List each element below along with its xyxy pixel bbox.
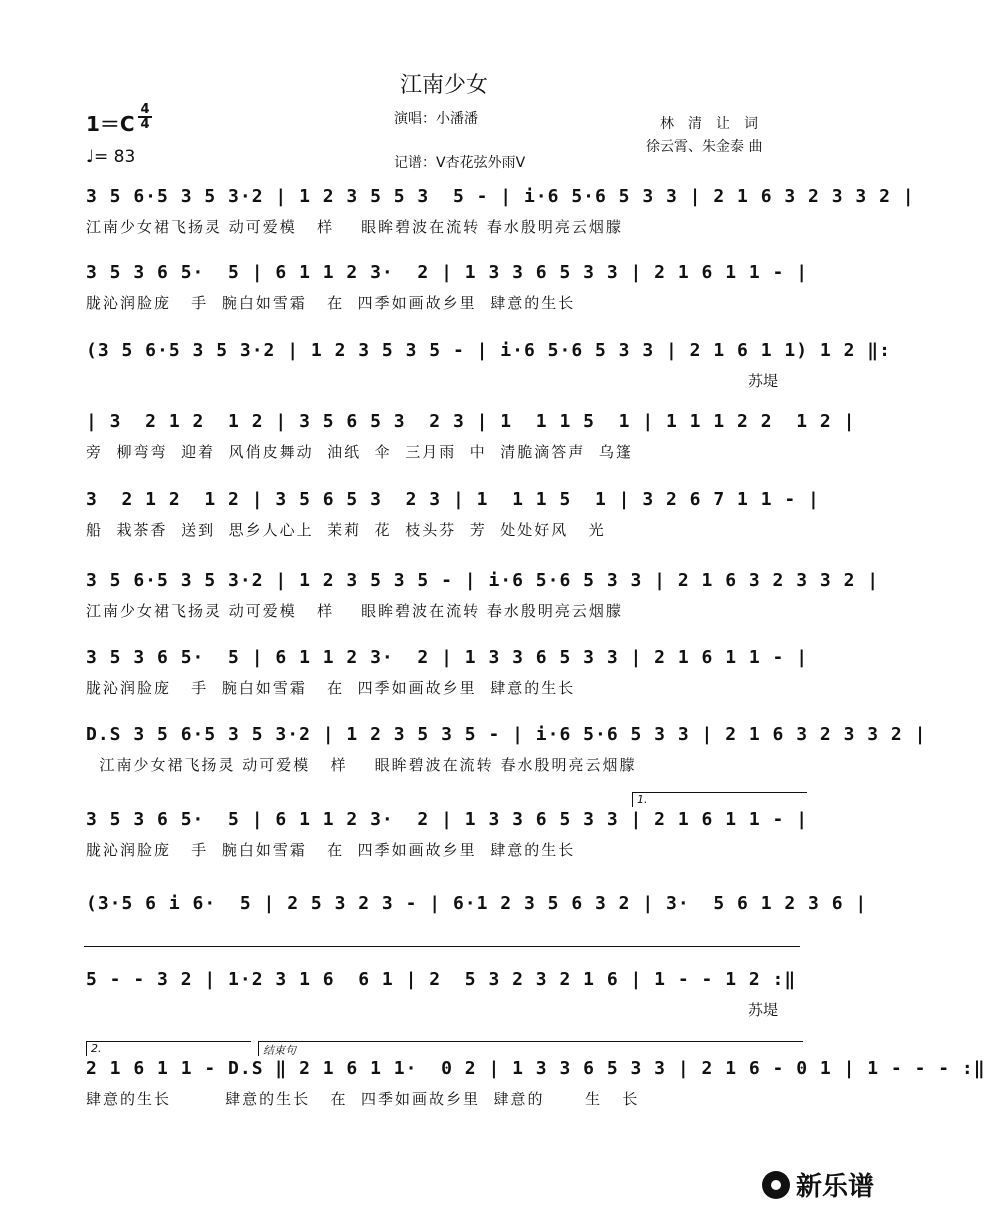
notation-line: 3 5 6·5 3 5 3·2 | 1 2 3 5 5 3 5 - | i·6 5·6 5 3 3 | 2 1 6 3 2 3 3 2 | xyxy=(86,186,915,207)
section-divider xyxy=(84,946,800,947)
ending-phrase-label: 结束句 xyxy=(258,1041,803,1056)
lyric-line: 胧沁润脸庞 手 腕白如雪霜 在 四季如画故乡里 肆意的生长 xyxy=(86,679,576,697)
notation-line: | 3 2 1 2 1 2 | 3 5 6 5 3 2 3 | 1 1 1 5 1 | 1 1 1 2 2 1 2 | xyxy=(86,411,856,432)
notation-line: (3·5 6 i 6· 5 | 2 5 3 2 3 - | 6·1 2 3 5 6 3 2 | 3· 5 6 1 2 3 6 | xyxy=(86,893,868,914)
lyric-line: 胧沁润脸庞 手 腕白如雪霜 在 四季如画故乡里 肆意的生长 xyxy=(86,294,576,312)
site-logo xyxy=(762,1166,874,1203)
lyric-line: 江南少女裙飞扬灵 动可爱模 样 眼眸碧波在流转 春水殷明亮云烟朦 xyxy=(86,602,623,620)
notation-line: 5 - - 3 2 | 1·2 3 1 6 6 1 | 2 5 3 2 3 2 1 6 | 1 - - 1 2 :‖ xyxy=(86,969,797,990)
page-title: 江南少女 xyxy=(399,73,488,98)
time-signature-top: 4 xyxy=(140,102,150,117)
notation-line: D.S 3 5 6·5 3 5 3·2 | 1 2 3 5 3 5 - | i·6 5·6 5 3 3 | 2 1 6 3 2 3 3 2 | xyxy=(86,724,927,745)
notation-line: 3 5 3 6 5· 5 | 6 1 1 2 3· 2 | 1 3 3 6 5 3 3 | 2 1 6 1 1 - | xyxy=(86,647,809,668)
lyric-line: 旁 柳弯弯 迎着 风俏皮舞动 油纸 伞 三月雨 中 清脆滴答声 乌篷 xyxy=(86,443,633,461)
tempo-marking: ♩= 83 xyxy=(86,147,136,167)
notation-line: 3 5 6·5 3 5 3·2 | 1 2 3 5 3 5 - | i·6 5·6 5 3 3 | 2 1 6 3 2 3 3 2 | xyxy=(86,570,880,591)
transcriber-credit: 记谱：V杏花弦外雨V xyxy=(394,155,526,171)
singer-credit: 演唱：小潘潘 xyxy=(394,111,478,127)
key-signature: 1＝C xyxy=(86,112,135,136)
volta-bracket: 1. xyxy=(632,792,807,807)
lyricist-credit: 林清让词 xyxy=(660,116,772,132)
vinyl-record-icon xyxy=(762,1171,790,1199)
time-signature xyxy=(138,103,152,131)
composer-credit: 徐云霄、朱金泰 曲 xyxy=(646,139,763,155)
time-signature-bottom: 4 xyxy=(140,117,150,132)
lyric-line: 胧沁润脸庞 手 腕白如雪霜 在 四季如画故乡里 肆意的生长 xyxy=(86,841,576,859)
logo-text: 新乐谱 xyxy=(795,1172,874,1202)
notation-line: 3 5 3 6 5· 5 | 6 1 1 2 3· 2 | 1 3 3 6 5 3 3 | 2 1 6 1 1 - | xyxy=(86,809,809,830)
notation-line: 3 5 3 6 5· 5 | 6 1 1 2 3· 2 | 1 3 3 6 5 3 3 | 2 1 6 1 1 - | xyxy=(86,262,809,283)
lyric-line: 江南少女裙飞扬灵 动可爱模 样 眼眸碧波在流转 春水殷明亮云烟朦 xyxy=(86,756,637,774)
notation-line: 2 1 6 1 1 - D.S ‖ 2 1 6 1 1· 0 2 | 1 3 3 6 5 3 3 | 2 1 6 - 0 1 | 1 - - - :‖ xyxy=(86,1058,986,1079)
lyric-line: 江南少女裙飞扬灵 动可爱模 样 眼眸碧波在流转 春水殷明亮云烟朦 xyxy=(86,218,623,236)
volta-bracket: 2. xyxy=(86,1041,251,1056)
notation-line: (3 5 6·5 3 5 3·2 | 1 2 3 5 3 5 - | i·6 5·6 5 3 3 | 2 1 6 1 1) 1 2 ‖: xyxy=(86,340,891,361)
notation-line: 3 2 1 2 1 2 | 3 5 6 5 3 2 3 | 1 1 1 5 1 | 3 2 6 7 1 1 - | xyxy=(86,489,820,510)
pickup-lyric: 苏堤 xyxy=(748,1001,779,1019)
pickup-lyric: 苏堤 xyxy=(748,372,779,390)
lyric-line: 船 栽茶香 送到 思乡人心上 茉莉 花 枝头芬 芳 处处好风 光 xyxy=(86,521,606,539)
lyric-line: 肆意的生长 肆意的生长 在 四季如画故乡里 肆意的 生 长 xyxy=(86,1090,640,1108)
